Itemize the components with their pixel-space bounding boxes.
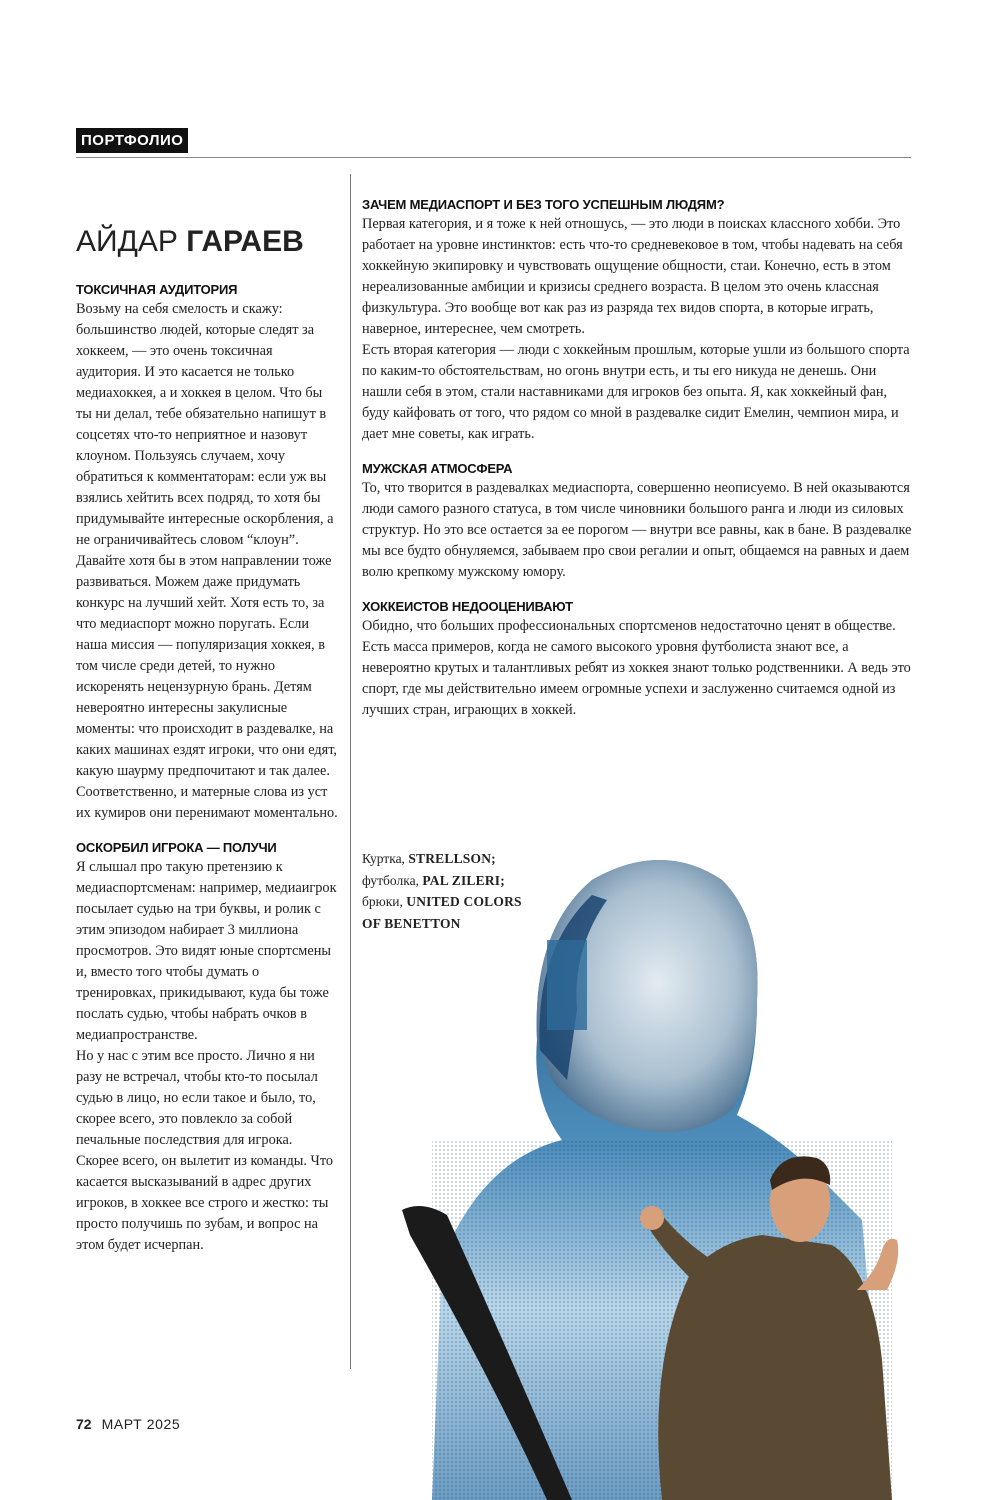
- caption-trousers-label: брюки,: [362, 894, 403, 909]
- caption-trousers-brand: UNITED COLORS OF BENETTON: [362, 894, 522, 931]
- section-heading: ТОКСИЧНАЯ АУДИТОРИЯ: [76, 282, 238, 297]
- article-title: [76, 222, 304, 262]
- paragraph: Но у нас с этим все просто. Лично я ни разу не встречал, чтобы кто-то посылал судью в лицо, но если такое и было, то, скорее всего, это повлекло за собой печальные последствия для игрока. Скорее всего, он вылетит из команды. Что касается высказываний в адрес других игроков, в хоккее все строго и жестко: ты просто получишь по зубам, и вопрос на этом будет исчерпан.: [76, 1048, 334, 1253]
- caption-tshirt-label: футболка,: [362, 872, 419, 888]
- paragraph: Обидно, что больших профессиональных спортсменов недостаточно ценят в обществе. Есть масса примеров, когда не самого высокого уровня футболиста знают все, а невероятно крутых и талантливых ребят из хоккея знают только родственники. А ведь это спорт, где мы действительно имеем огромные успехи и заслуженно считаемся одной из лучших стран, играющих в хоккей.: [362, 618, 911, 718]
- section-heading: ОСКОРБИЛ ИГРОКА — ПОЛУЧИ: [76, 840, 277, 855]
- top-rule: [76, 157, 911, 158]
- left-column: [76, 280, 338, 1256]
- portrait-photo: [362, 840, 912, 1500]
- title-last-name: ГАРАЕВ: [186, 225, 304, 258]
- page-footer: [76, 1416, 180, 1432]
- section-heading: МУЖСКАЯ АТМОСФЕРА: [362, 461, 513, 476]
- title-first-name: АЙДАР: [76, 225, 178, 258]
- paragraph: Возьму на себя смелость и скажу: большинство людей, которые следят за хоккеем, — это очень токсичная аудитория. И это касается не только медиахоккея, а и хоккея в целом. Что бы ты ни делал, тебе обязательно напишут в соцсетях что-то неприятное и назовут клоуном. Пользуясь случаем, хочу обратиться к комментаторам: если уж вы взялись хейтить всех подряд, то хотя бы придумывайте интересные оскорбления, а не ограничивайтесь словом “клоун”. Давайте хотя бы в этом направлении тоже развиваться. Можем даже придумать конкурс на лучший хейт. Хотя есть то, за что медиаспорт можно поругать. Если наша миссия — популяризация хоккея, в том числе среди детей, то нужно искоренять нецензурную брань. Детям невероятно интересны закулисные моменты: что происходит в раздевалке, на каких машинах ездят игроки, что они едят, какую шаурму предпочитают и так далее. Соответственно, и матерные слова из уст их кумиров они перенимают моментально.: [76, 301, 338, 821]
- section-heading: ЗАЧЕМ МЕДИАСПОРТ И БЕЗ ТОГО УСПЕШНЫМ ЛЮДЯМ?: [362, 197, 725, 212]
- page-number: 72: [76, 1416, 92, 1432]
- paragraph: То, что творится в раздевалках медиаспорта, совершенно неописуемо. В ней оказываются люди самого разного статуса, в том числе чиновники большого ранга и люди из силовых структур. Но это все остается за ее порогом — внутри все равны, как в бане. В раздевалке мы все будто обнуляемся, забываем про свои регалии и опыт, общаемся на равных и даем волю крепкому мужскому юмору.: [362, 480, 912, 580]
- section-tag: ПОРТФОЛИО: [76, 128, 188, 153]
- caption-tshirt-brand: PAL ZILERI;: [422, 872, 505, 888]
- issue-date: МАРТ 2025: [101, 1416, 181, 1432]
- paragraph: Первая категория, и я тоже к ней отношусь, — это люди в поисках классного хобби. Это работает на уровне инстинктов: есть что-то средневековое в том, чтобы надевать на себя хоккейную экипировку и чувствовать ощущение общности, стаи. Конечно, есть в этом нереализованные амбиции и кризисы среднего возраста. В целом это очень классная физкультура. Это вообще вот как раз из разряда тех видов спорта, в которые играть, наверное, интереснее, чем смотреть.: [362, 216, 903, 337]
- paragraph: Я слышал про такую претензию к медиаспортсменам: например, медиаигрок посылает судью на три буквы, и ролик с этим эпизодом набирает 3 миллиона просмотров. Это видят юные спортсмены и, вместо того чтобы думать о тренировках, прикидывают, куда бы тоже послать судью, чтобы набрать очков в медиапространстве.: [76, 859, 337, 1043]
- caption-jacket-brand: STRELLSON;: [408, 851, 496, 866]
- section-heading: ХОККЕИСТОВ НЕДООЦЕНИВАЮТ: [362, 599, 573, 614]
- caption-jacket-label: Куртка,: [362, 851, 405, 866]
- photo-caption: [362, 848, 532, 934]
- right-column: [362, 195, 912, 721]
- column-divider: [350, 174, 351, 1369]
- paragraph: Есть вторая категория — люди с хоккейным прошлым, которые ушли из большого спорта по каким-то обстоятельствам, но огонь внутри есть, и ты его никуда не денешь. Они нашли себя в этом, стали наставниками для игроков без опыта. Я, как хоккейный фан, буду кайфовать от того, что рядом со мной в раздевалке сидит Емелин, чемпион мира, и дает мне советы, как играть.: [362, 342, 910, 442]
